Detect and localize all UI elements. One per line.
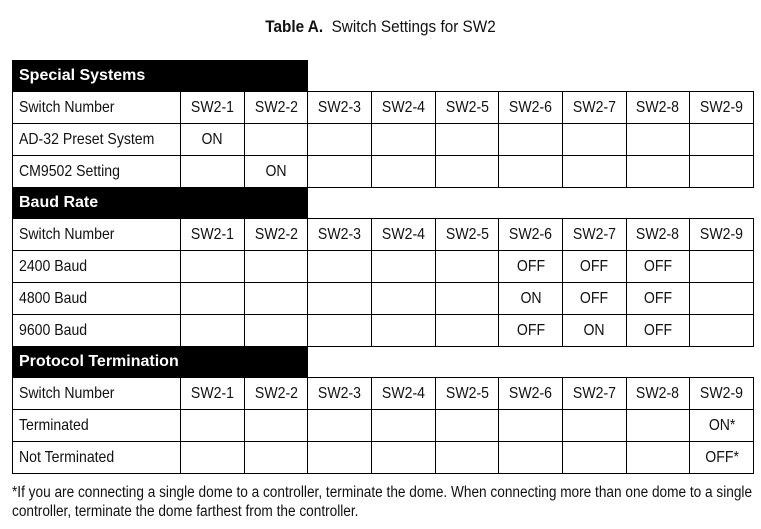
- switch-cell: [181, 410, 245, 442]
- switch-cell: [371, 378, 435, 410]
- switch-cell: [499, 410, 563, 442]
- switch-cell: [435, 283, 499, 315]
- switch-cell: [181, 283, 245, 315]
- switch-value: SW2-8: [636, 225, 680, 243]
- section-heading: Baud Rate: [13, 188, 308, 219]
- switch-value: SW2-9: [700, 225, 744, 243]
- switch-cell: [690, 315, 754, 347]
- switch-cell: [626, 219, 690, 251]
- switch-value: SW2-3: [318, 225, 362, 243]
- switch-value: SW2-1: [190, 384, 234, 402]
- switch-cell: [435, 251, 499, 283]
- footnote: [12, 483, 757, 521]
- row-label-cell: [13, 315, 181, 347]
- row-label-cell: [13, 410, 181, 442]
- switch-value: OFF: [580, 257, 609, 275]
- switch-cell: [371, 92, 435, 124]
- switch-cell: [371, 251, 435, 283]
- switch-cell: [626, 378, 690, 410]
- switch-value: SW2-7: [572, 384, 616, 402]
- switch-value: OFF: [643, 321, 673, 339]
- switch-value: ON: [201, 130, 223, 148]
- section-heading: Protocol Termination: [13, 347, 308, 378]
- row-label: 9600 Baud: [19, 321, 88, 339]
- switch-cell: [244, 251, 308, 283]
- switch-cell: [562, 124, 626, 156]
- switch-cell: [244, 124, 308, 156]
- switch-value: SW2-7: [572, 225, 616, 243]
- switch-cell: [626, 410, 690, 442]
- row-label: Terminated: [19, 416, 89, 434]
- switch-cell: [435, 315, 499, 347]
- switch-cell: [499, 219, 563, 251]
- switch-cell: [562, 315, 626, 347]
- switch-cell: [690, 283, 754, 315]
- switch-cell: [244, 92, 308, 124]
- switch-cell: [499, 315, 563, 347]
- switch-cell: [308, 283, 372, 315]
- switch-cell: [626, 315, 690, 347]
- switch-cell: [626, 156, 690, 188]
- switch-settings-table: [12, 60, 754, 474]
- table-row: [13, 410, 754, 442]
- switch-cell: [308, 219, 372, 251]
- switch-cell: [499, 378, 563, 410]
- switch-cell: [435, 156, 499, 188]
- switch-cell: [435, 442, 499, 474]
- switch-value: SW2-1: [190, 225, 234, 243]
- switch-value: OFF: [516, 257, 545, 275]
- switch-cell: [308, 92, 372, 124]
- row-label: 2400 Baud: [19, 257, 88, 275]
- switch-value: SW2-5: [445, 384, 489, 402]
- header-row: [13, 378, 754, 410]
- switch-cell: [181, 219, 245, 251]
- switch-cell: [499, 124, 563, 156]
- switch-cell: [626, 124, 690, 156]
- switch-cell: [562, 283, 626, 315]
- switch-cell: [181, 442, 245, 474]
- switch-cell: [499, 442, 563, 474]
- switch-cell: [371, 156, 435, 188]
- switch-cell: [562, 442, 626, 474]
- switch-value: SW2-8: [636, 98, 680, 116]
- switch-cell: [690, 378, 754, 410]
- switch-cell: [690, 251, 754, 283]
- switch-cell: [690, 442, 754, 474]
- section-heading-row: [13, 188, 754, 219]
- row-label: Not Terminated: [19, 448, 115, 466]
- row-label-cell: [13, 442, 181, 474]
- switch-value: ON: [583, 321, 605, 339]
- row-label: Switch Number: [19, 225, 115, 243]
- switch-cell: [371, 124, 435, 156]
- switch-value: SW2-4: [381, 384, 425, 402]
- switch-cell: [562, 92, 626, 124]
- switch-cell: [371, 283, 435, 315]
- switch-cell: [181, 315, 245, 347]
- switch-cell: [562, 219, 626, 251]
- switch-cell: [626, 251, 690, 283]
- switch-cell: [181, 92, 245, 124]
- switch-cell: [435, 378, 499, 410]
- switch-cell: [308, 378, 372, 410]
- row-label-cell: [13, 92, 181, 124]
- switch-cell: [435, 219, 499, 251]
- switch-cell: [371, 315, 435, 347]
- table-row: [13, 283, 754, 315]
- switch-value: SW2-8: [636, 384, 680, 402]
- switch-value: OFF: [643, 289, 673, 307]
- row-label-cell: [13, 124, 181, 156]
- switch-value: ON*: [708, 416, 735, 434]
- section-heading-row: [13, 61, 754, 92]
- switch-cell: [181, 251, 245, 283]
- switch-value: SW2-4: [381, 225, 425, 243]
- switch-value: SW2-2: [254, 225, 298, 243]
- switch-cell: [499, 283, 563, 315]
- switch-value: SW2-3: [318, 384, 362, 402]
- table-title-text: Switch Settings for SW2: [331, 17, 496, 36]
- switch-cell: [308, 315, 372, 347]
- table-row: [13, 124, 754, 156]
- section-heading-row: [13, 347, 754, 378]
- switch-value: SW2-2: [254, 384, 298, 402]
- switch-value: SW2-9: [700, 384, 744, 402]
- switch-cell: [244, 283, 308, 315]
- header-row: [13, 92, 754, 124]
- table-row: [13, 315, 754, 347]
- switch-value: SW2-3: [318, 98, 362, 116]
- table-row: [13, 156, 754, 188]
- switch-value: OFF: [643, 257, 673, 275]
- switch-value: SW2-6: [509, 384, 553, 402]
- switch-cell: [181, 124, 245, 156]
- switch-cell: [499, 156, 563, 188]
- section-heading-spacer: [308, 347, 754, 378]
- row-label: Switch Number: [19, 98, 115, 116]
- switch-cell: [435, 92, 499, 124]
- row-label-cell: [13, 156, 181, 188]
- switch-cell: [181, 156, 245, 188]
- row-label: CM9502 Setting: [19, 162, 120, 180]
- switch-value: SW2-4: [381, 98, 425, 116]
- switch-cell: [690, 124, 754, 156]
- switch-cell: [244, 442, 308, 474]
- row-label-cell: [13, 378, 181, 410]
- row-label: AD-32 Preset System: [19, 130, 155, 148]
- switch-cell: [499, 251, 563, 283]
- row-label-cell: [13, 219, 181, 251]
- switch-cell: [690, 410, 754, 442]
- row-label-cell: [13, 283, 181, 315]
- row-label: 4800 Baud: [19, 289, 88, 307]
- switch-cell: [562, 156, 626, 188]
- switch-cell: [181, 378, 245, 410]
- switch-cell: [371, 410, 435, 442]
- switch-cell: [690, 92, 754, 124]
- switch-cell: [308, 410, 372, 442]
- section-heading-spacer: [308, 61, 754, 92]
- switch-cell: [626, 92, 690, 124]
- footnote-text: *If you are connecting a single dome to a controller, terminate the dome. When connecting more than one dome to a single controller, terminate the dome farthest from the controller.: [12, 484, 753, 520]
- switch-value: ON: [265, 162, 287, 180]
- switch-value: SW2-1: [190, 98, 234, 116]
- switch-cell: [690, 219, 754, 251]
- switch-cell: [626, 283, 690, 315]
- switch-value: SW2-6: [509, 225, 553, 243]
- section-heading-spacer: [308, 188, 754, 219]
- header-row: [13, 219, 754, 251]
- switch-value: SW2-7: [572, 98, 616, 116]
- switch-cell: [244, 219, 308, 251]
- switch-value: OFF*: [704, 448, 739, 466]
- switch-cell: [308, 156, 372, 188]
- switch-cell: [308, 124, 372, 156]
- switch-cell: [562, 410, 626, 442]
- table-title-label: Table A.: [265, 17, 324, 36]
- switch-value: SW2-6: [509, 98, 553, 116]
- switch-value: SW2-9: [700, 98, 744, 116]
- switch-value: OFF: [580, 289, 609, 307]
- switch-value: SW2-5: [445, 225, 489, 243]
- table-row: [13, 442, 754, 474]
- switch-value: SW2-5: [445, 98, 489, 116]
- switch-cell: [626, 442, 690, 474]
- switch-cell: [690, 156, 754, 188]
- switch-value: SW2-2: [254, 98, 298, 116]
- switch-cell: [435, 410, 499, 442]
- switch-cell: [562, 378, 626, 410]
- switch-cell: [244, 156, 308, 188]
- switch-value: ON: [520, 289, 542, 307]
- switch-cell: [244, 378, 308, 410]
- switch-cell: [435, 124, 499, 156]
- switch-cell: [562, 251, 626, 283]
- switch-value: OFF: [516, 321, 545, 339]
- switch-cell: [308, 251, 372, 283]
- switch-cell: [244, 410, 308, 442]
- switch-cell: [499, 92, 563, 124]
- row-label-cell: [13, 251, 181, 283]
- section-heading: Special Systems: [13, 61, 308, 92]
- table-row: [13, 251, 754, 283]
- row-label: Switch Number: [19, 384, 115, 402]
- table-title: [38, 17, 723, 37]
- switch-cell: [371, 219, 435, 251]
- switch-cell: [308, 442, 372, 474]
- switch-cell: [244, 315, 308, 347]
- switch-cell: [371, 442, 435, 474]
